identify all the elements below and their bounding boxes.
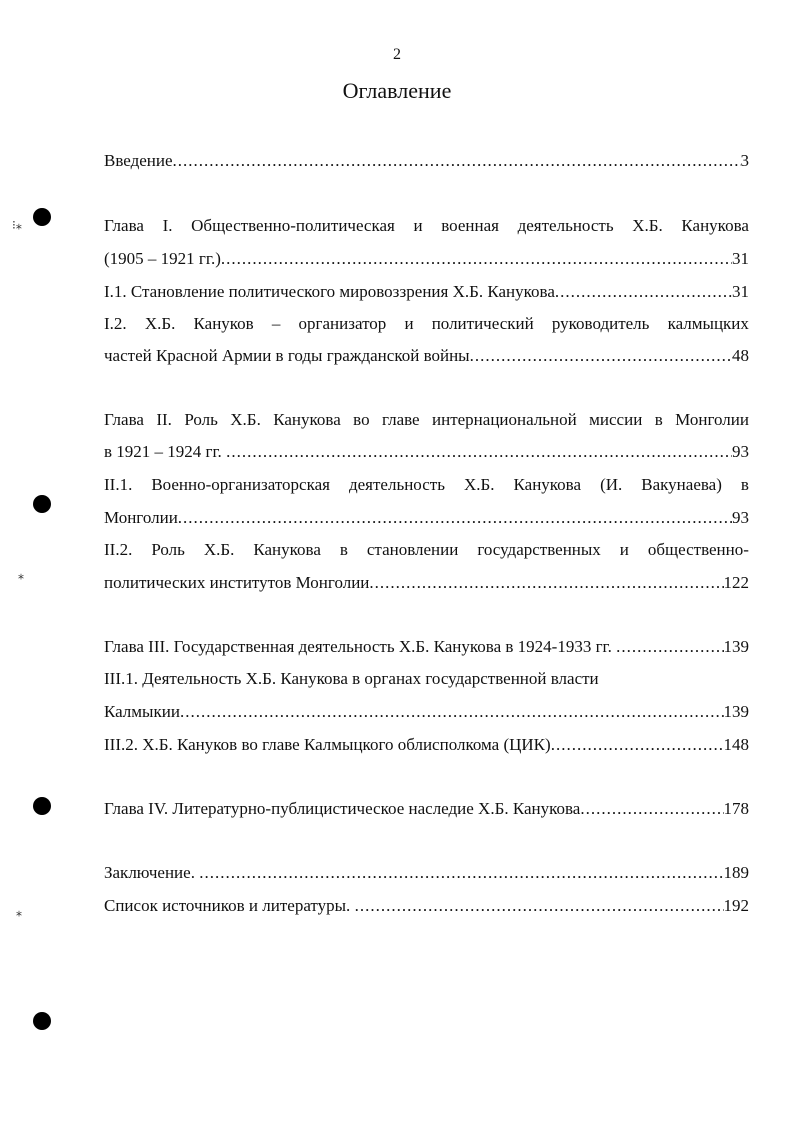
toc-entry-text: Глава IV. Литературно-публицистическое наследие Х.Б. Канукова [104,799,581,818]
dot-leader [199,862,723,884]
word: Х.Б. [463,475,495,494]
word: и [619,540,629,559]
toc-section-1-2-line-2[interactable] [104,345,749,367]
word: и [404,314,414,333]
toc-page-number: 93 [732,442,749,461]
toc-page-number: 189 [723,863,749,882]
scan-speck-icon: ⁝⁎ [12,218,22,232]
toc-entry-text: III.1. Деятельность Х.Б. Канукова в органах государственной власти [104,669,599,688]
word: Роль [151,540,185,559]
toc-entry-text: Введение [104,151,173,170]
word: Канукова [513,475,582,494]
word: интернациональной [432,410,577,429]
toc-page-number: 139 [723,637,749,656]
toc-section-1-1[interactable] [104,281,749,303]
word: в [654,410,663,429]
word: Х.Б. [230,410,261,429]
word: II.1. [104,475,133,494]
toc-page-number: 3 [740,151,749,170]
toc-entry-text: Заключение. [104,863,200,882]
word: Монголии [675,410,749,429]
dot-leader [173,150,741,172]
word: Военно-организаторская [151,475,330,494]
dot-leader [616,636,723,658]
dot-leader [178,507,732,529]
toc-entry-text: политических институтов Монголии [104,573,370,592]
word: Глава [104,410,144,429]
toc-section-2-2-line-1[interactable] [104,539,749,561]
toc-page-number: 93 [732,508,749,527]
word: II.2. [104,540,133,559]
word: руководитель [551,314,650,333]
toc-section-2-1-line-2[interactable] [104,507,749,529]
toc-page-number: 148 [723,735,749,754]
word: Х.Б. [632,216,663,235]
word: Глава [104,216,144,235]
word: Вакунаева) [641,475,722,494]
toc-chapter-2-line-2[interactable] [104,441,749,463]
word: – [271,314,281,333]
toc-entry-text: Глава III. Государственная деятельность Х.Б. Канукова в 1924-1933 гг. [104,637,617,656]
scan-speck-icon: ⁎ [16,905,22,919]
toc-chapter-3[interactable] [104,636,749,658]
dot-leader [226,441,732,463]
toc-entry-sources[interactable] [104,895,749,917]
word: деятельность [517,216,614,235]
toc-title: Оглавление [342,78,452,103]
punch-hole [33,797,51,815]
dot-leader [180,701,724,723]
dot-leader [221,248,732,270]
word: I.2. [104,314,127,333]
toc-entry-text: (1905 – 1921 гг.) [104,249,221,268]
toc-entry-text: Калмыкии [104,702,180,721]
toc-chapter-1-line-2[interactable] [104,248,749,270]
scan-speck-icon: ⁎ [18,568,24,582]
punch-hole [33,1012,51,1030]
word: в [740,475,749,494]
word: Роль [184,410,218,429]
toc-section-3-2[interactable] [104,734,749,756]
toc-page-number: 122 [723,573,749,592]
word: (И. [600,475,623,494]
word: II. [156,410,172,429]
toc-entry-text: Монголии [104,508,178,527]
word: политический [431,314,534,333]
word: становлении [366,540,459,559]
toc-section-2-2-line-2[interactable] [104,572,749,594]
word: и [413,216,423,235]
toc-entry-text: частей Красной Армии в годы гражданской войны [104,346,470,365]
page-number: 2 [393,46,401,63]
toc-entry-intro[interactable] [104,150,749,172]
toc-section-3-1-line-1[interactable] [104,668,749,690]
toc-page-number: 178 [723,799,749,818]
toc-chapter-1-line-1[interactable] [104,215,749,237]
word: миссии [589,410,643,429]
dot-leader [580,798,723,820]
toc-page-number: 31 [732,282,749,301]
toc-chapter-4[interactable] [104,798,749,820]
toc-page-number: 48 [732,346,749,365]
word: Кануков [193,314,254,333]
word: главе [381,410,420,429]
word: Канукова [273,410,341,429]
dot-leader [470,345,732,367]
word: во [353,410,370,429]
punch-hole [33,208,51,226]
punch-hole [33,495,51,513]
dot-leader [551,734,724,756]
word: государственных [477,540,601,559]
word: Общественно-политическая [191,216,395,235]
word: общественно- [647,540,749,559]
toc-page-number: 192 [723,896,749,915]
dot-leader [355,895,724,917]
toc-section-3-1-line-2[interactable] [104,701,749,723]
word: организатор [298,314,387,333]
toc-entry-text: в 1921 – 1924 гг. [104,442,227,461]
toc-section-2-1-line-1[interactable] [104,474,749,496]
toc-entry-text: III.2. Х.Б. Кануков во главе Калмыцкого облисполкома (ЦИК) [104,735,551,754]
toc-entry-conclusion[interactable] [104,862,749,884]
word: Канукова [681,216,749,235]
word: военная [441,216,499,235]
word: Канукова [253,540,321,559]
toc-page-number: 31 [732,249,749,268]
dot-leader [555,281,732,303]
word: I. [162,216,173,235]
toc-section-1-2-line-1[interactable] [104,313,749,335]
word: деятельность [348,475,445,494]
word: Х.Б. [203,540,235,559]
word: Х.Б. [144,314,176,333]
dot-leader [369,572,723,594]
toc-entry-text: Список источников и литературы. [104,896,355,915]
word: в [339,540,348,559]
word: калмыцких [667,314,749,333]
toc-page-number: 139 [723,702,749,721]
toc-entry-text: I.1. Становление политического мировоззрения Х.Б. Канукова [104,282,555,301]
toc-chapter-2-line-1[interactable] [104,409,749,431]
